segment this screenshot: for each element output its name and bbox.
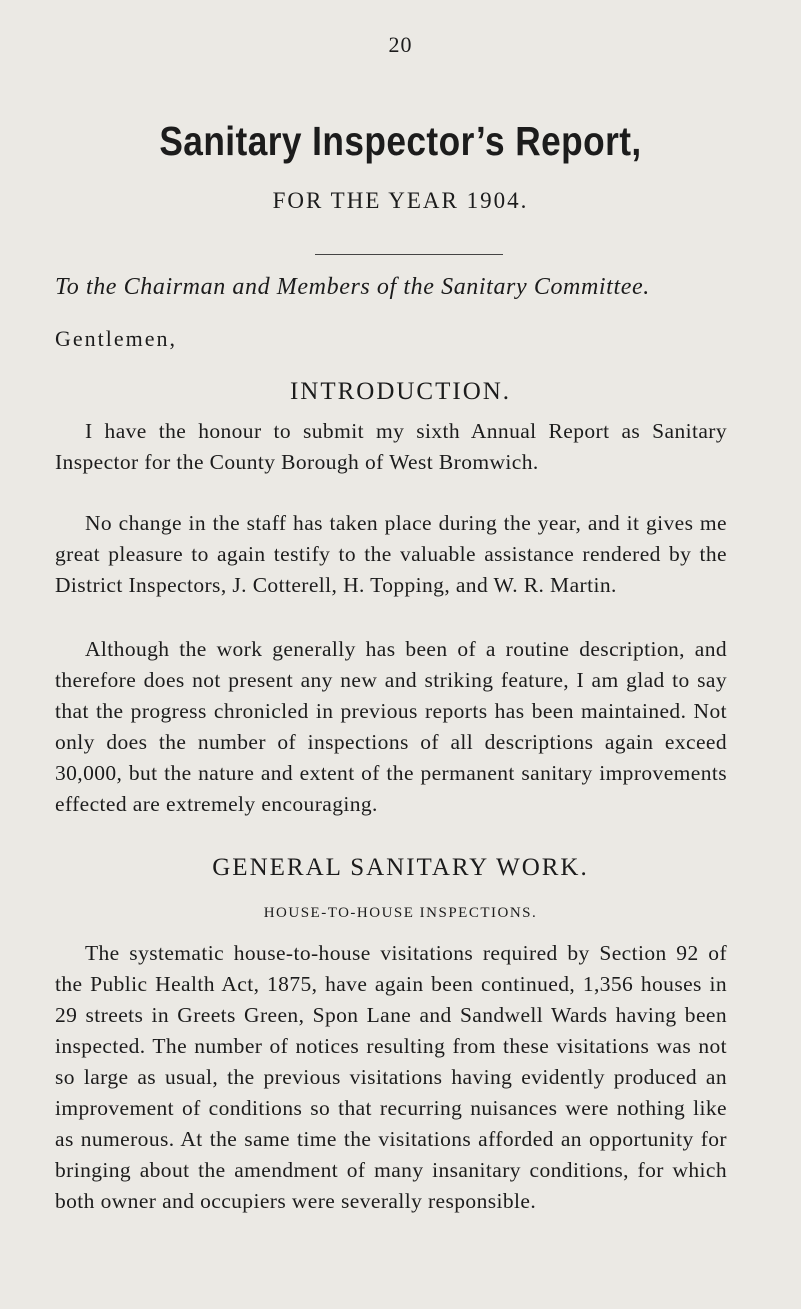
salutation: Gentlemen,	[55, 326, 178, 351]
general-sanitary-work-heading: GENERAL SANITARY WORK.	[212, 854, 589, 881]
introduction-paragraph-2: No change in the staff has taken place during the year, and it gives me great pleasure to again testify to the valuable assistance rendered by the District Inspectors, J. Cotterell, H. Topping, and W. R. Martin.	[55, 511, 727, 597]
addressee-line: To the Chairman and Members of the Sanitary Committee.	[55, 274, 650, 300]
introduction-paragraph-3: Although the work generally has been of a routine description, and therefore does not present any new and striking feature, I am glad to say that the progress chronicled in previous reports has been maintained. Not only does the number of inspections of all descriptions again exceed 30,000, but the nature and extent of the permanent sanitary improvements effected are extremely encouraging.	[55, 637, 727, 816]
general-sanitary-work-paragraph-1: The systematic house-to-house visitations required by Section 92 of the Public Health Act, 1875, have again been continued, 1,356 houses in 29 streets in Greets Green, Spon Lane and Sandwell Wards having been inspected. The number of notices resulting from these visitations was not so large as usual, the previous visitations having evidently produced an improvement of conditions so that recurring nuisances were nothing like as numerous. At the same time the visitations afforded an opportunity for bringing about the amendment of many insanitary conditions, for which both owner and occupiers were severally responsible.	[55, 941, 727, 1213]
introduction-paragraph-1: I have the honour to submit my sixth Annual Report as Sanitary Inspector for the County Borough of West Bromwich.	[55, 419, 727, 474]
report-title: Sanitary Inspector’s Report,	[159, 118, 642, 164]
report-subtitle: FOR THE YEAR 1904.	[272, 188, 529, 213]
title-divider	[315, 254, 503, 255]
house-inspections-subheading: HOUSE-TO-HOUSE INSPECTIONS.	[263, 905, 538, 921]
introduction-heading: INTRODUCTION.	[289, 378, 512, 405]
page-number: 20	[388, 32, 413, 57]
